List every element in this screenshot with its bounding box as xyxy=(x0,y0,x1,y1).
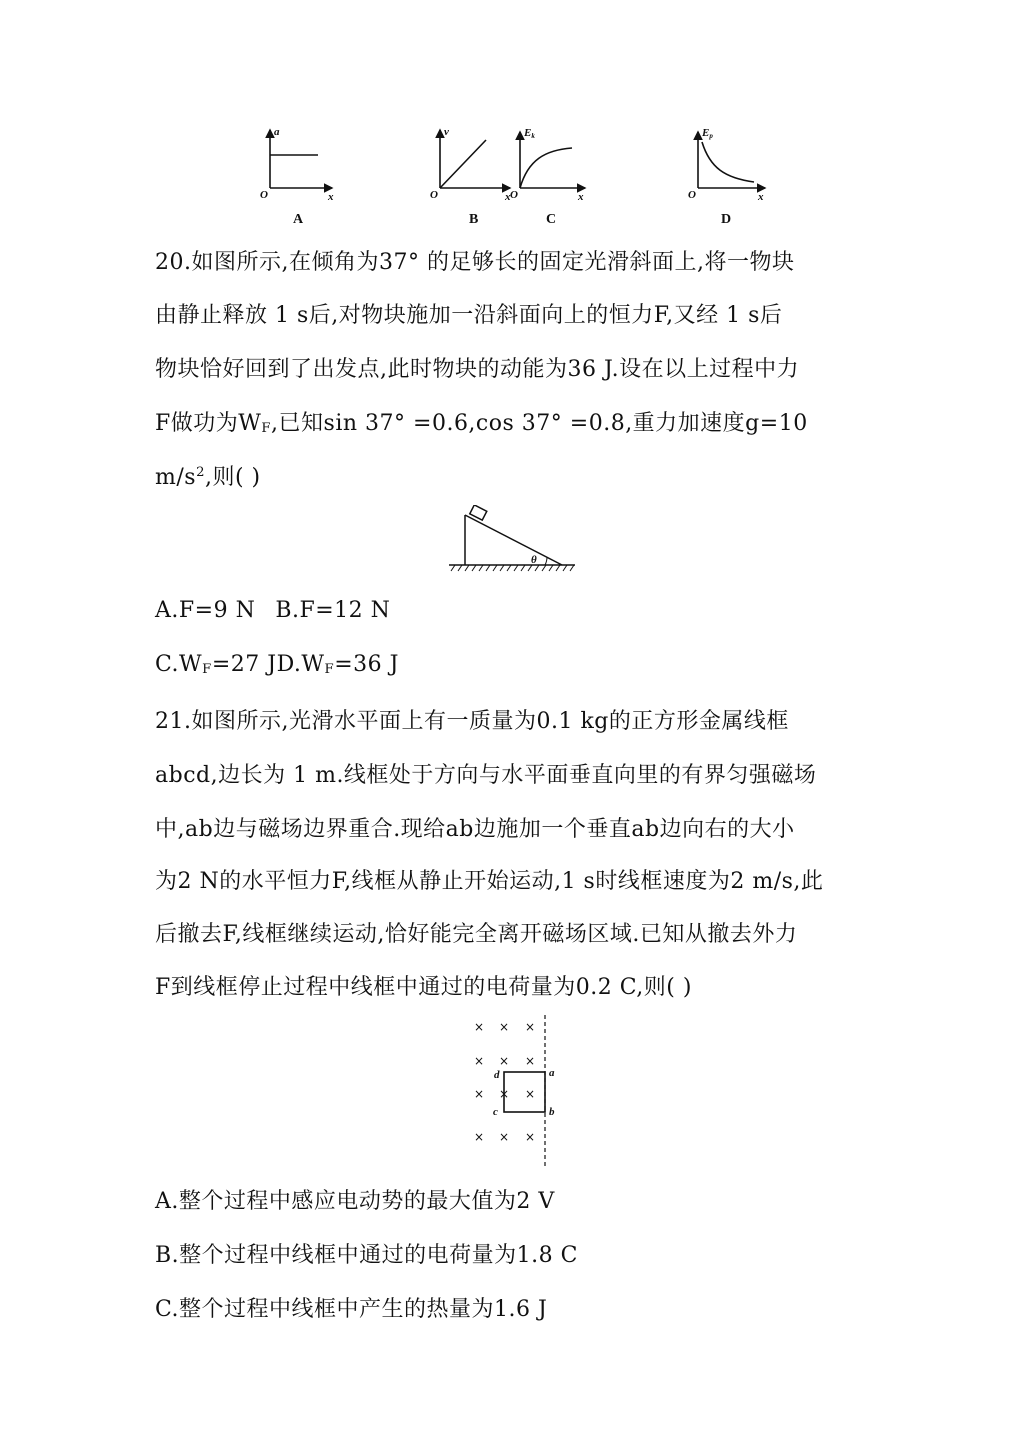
svg-text:×: × xyxy=(498,1054,510,1068)
ground-hatching xyxy=(451,565,574,571)
graph-c xyxy=(510,127,585,203)
q20-line-2: 由静止释放 1 s后,对物块施加一沿斜面向上的恒力F,又经 1 s后 xyxy=(155,303,783,328)
graph-a-origin: O xyxy=(260,189,268,201)
q20-line-5: $m/s^2$,则( ) xyxy=(155,465,261,490)
svg-text:×: × xyxy=(498,1130,510,1144)
svg-text:×: × xyxy=(524,1054,536,1068)
q21-line-3: 中,ab边与磁场边界重合.现给ab边施加一个垂直ab边向右的大小 xyxy=(155,817,795,842)
graph-label-b: B xyxy=(469,212,479,227)
corner-b: b xyxy=(549,1106,555,1118)
graph-b xyxy=(430,126,511,203)
q21-line-6: F到线框停止过程中线框中通过的电荷量为0.2 C,则( ) xyxy=(155,975,692,1000)
corner-d: d xyxy=(494,1069,500,1081)
svg-text:×: × xyxy=(473,1054,485,1068)
graph-label-a: A xyxy=(293,212,304,227)
magnetic-field-figure xyxy=(462,1015,562,1170)
graph-b-curve xyxy=(440,140,486,188)
incline-figure xyxy=(445,505,580,575)
q21-option-b[interactable]: B.整个过程中线框中通过的电荷量为1.8 C xyxy=(155,1243,578,1268)
graph-a-y-label: a xyxy=(274,126,280,138)
graph-c-y-label: Ek xyxy=(524,127,535,140)
svg-text:×: × xyxy=(524,1020,536,1034)
angle-arc xyxy=(545,557,547,565)
graph-a-x-label: x xyxy=(328,191,334,203)
q20-line-1: 20.如图所示,在倾角为37° 的足够长的固定光滑斜面上,将一物块 xyxy=(155,250,795,275)
graph-d-origin: O xyxy=(688,189,696,201)
graph-options-figure xyxy=(240,120,800,230)
graph-label-c: C xyxy=(546,212,557,227)
svg-text:×: × xyxy=(473,1020,485,1034)
graph-d xyxy=(688,127,765,203)
graph-c-curve xyxy=(520,148,572,188)
q20-option-d[interactable]: $D.W_F=36$ J xyxy=(276,652,399,677)
graph-b-y-label: v xyxy=(444,126,449,138)
svg-text:×: × xyxy=(524,1130,536,1144)
svg-text:×: × xyxy=(498,1020,510,1034)
q20-line-4: F做功为$W_F$,已知sin 37° =0.6,cos 37° =0.8,重力加速度g=10 xyxy=(155,411,808,436)
graph-d-x-label: x xyxy=(758,191,764,203)
q20-option-a[interactable]: A.F=9 N xyxy=(155,598,256,623)
q20-options-ab xyxy=(155,598,390,623)
graph-label-d: D xyxy=(721,212,732,227)
q20-option-b[interactable]: B.F=12 N xyxy=(275,598,391,623)
angle-theta-label: θ xyxy=(531,554,537,566)
q20-options-cd xyxy=(155,652,399,677)
corner-c: c xyxy=(493,1106,498,1118)
block-on-incline xyxy=(470,505,487,520)
graph-a xyxy=(260,126,334,203)
graph-d-curve xyxy=(702,142,754,182)
svg-text:×: × xyxy=(498,1087,510,1101)
q21-option-a[interactable]: A.整个过程中感应电动势的最大值为2 V xyxy=(155,1189,555,1214)
corner-a: a xyxy=(549,1067,555,1079)
graph-c-origin: O xyxy=(510,189,518,201)
q21-line-5: 后撤去F,线框继续运动,恰好能完全离开磁场区域.已知从撤去外力 xyxy=(155,922,798,947)
svg-text:×: × xyxy=(473,1087,485,1101)
graph-d-y-label: Ep xyxy=(702,127,713,140)
graph-b-origin: O xyxy=(430,189,438,201)
q20-line-3: 物块恰好回到了出发点,此时物块的动能为36 J.设在以上过程中力 xyxy=(155,357,800,382)
svg-text:×: × xyxy=(473,1130,485,1144)
graph-b-x-label: x xyxy=(505,191,511,203)
svg-text:×: × xyxy=(524,1087,536,1101)
q21-option-c[interactable]: C.整个过程中线框中产生的热量为1.6 J xyxy=(155,1297,548,1322)
q21-line-2: abcd,边长为 1 m.线框处于方向与水平面垂直向里的有界匀强磁场 xyxy=(155,763,817,788)
q21-line-1: 21.如图所示,光滑水平面上有一质量为0.1 kg的正方形金属线框 xyxy=(155,709,789,734)
graph-c-x-label: x xyxy=(578,191,584,203)
q21-line-4: 为2 N的水平恒力F,线框从静止开始运动,1 s时线框速度为2 m/s,此 xyxy=(155,869,824,894)
q20-option-c[interactable]: $C.W_F=27$ J xyxy=(155,652,277,677)
